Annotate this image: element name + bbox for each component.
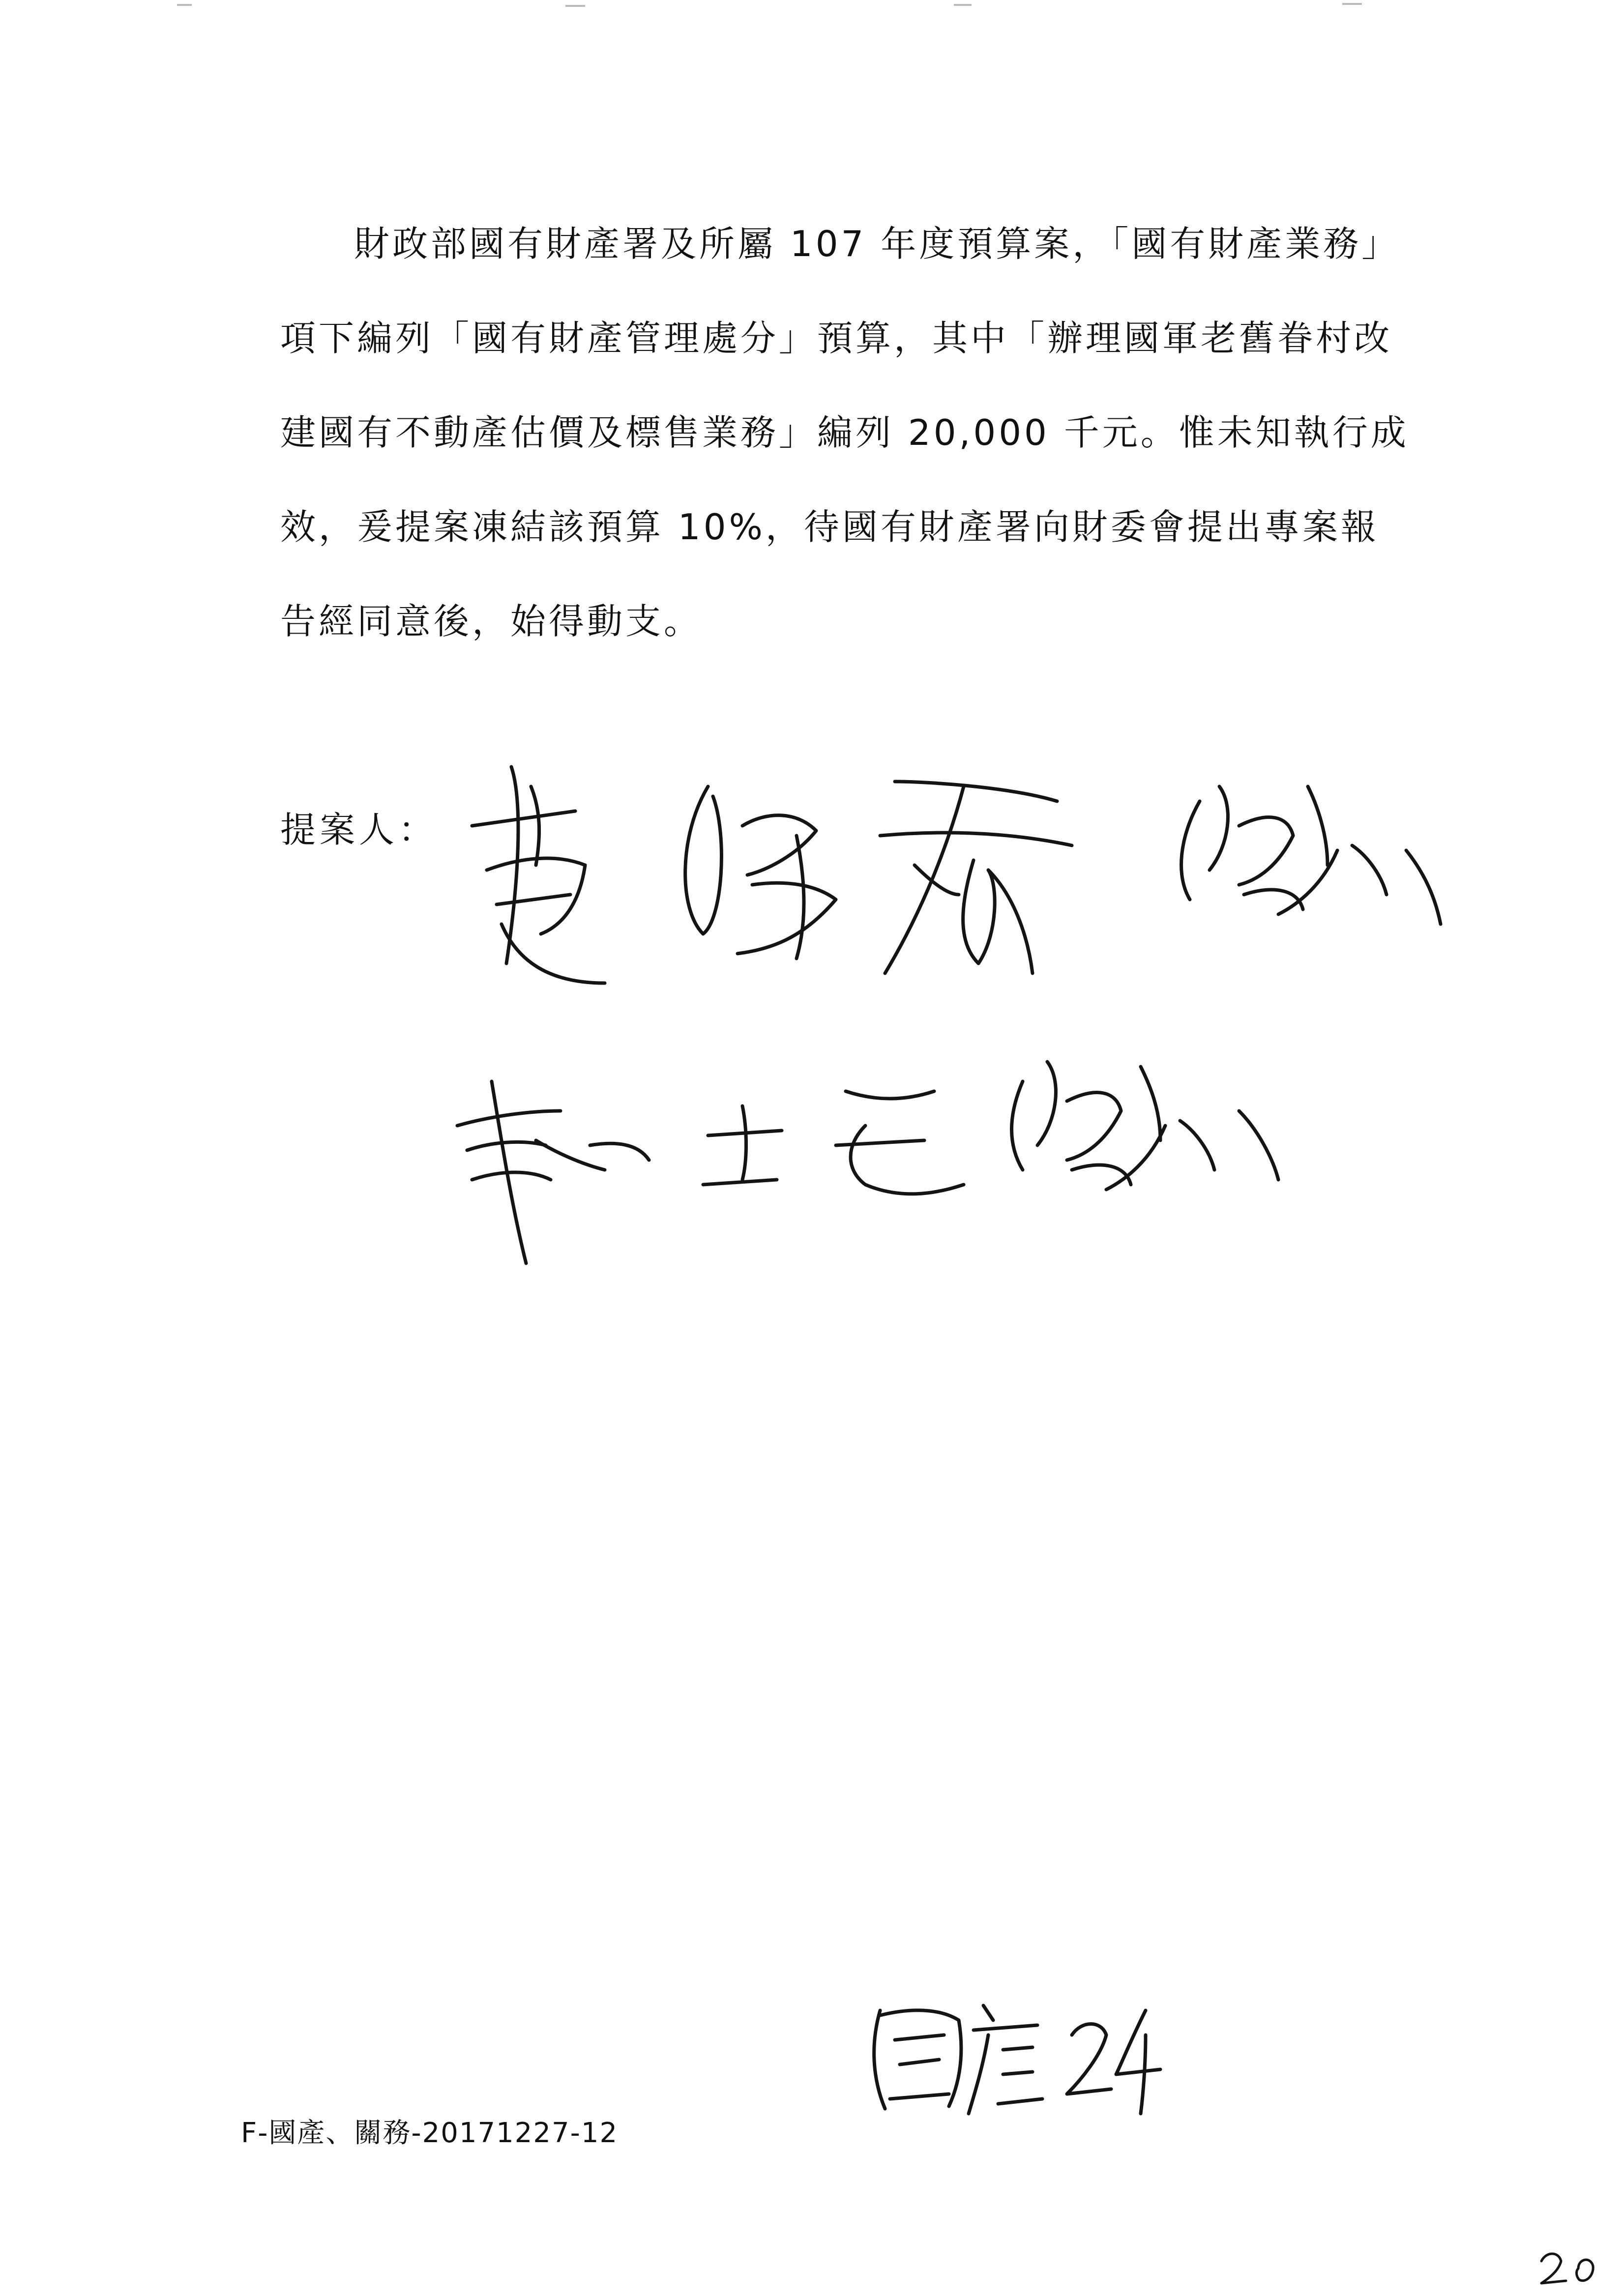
- footer-code: F-國產、關務-20171227-12: [241, 2117, 619, 2149]
- page-mark: [1541, 2254, 1593, 2283]
- signature-4: [1181, 786, 1441, 924]
- signature-2: [685, 786, 836, 959]
- handwritten-note: [874, 2005, 1160, 2114]
- signature-6: [703, 1091, 964, 1194]
- proposal-paragraph: 財政部國有財產署及所屬 107 年度預算案，「國有財產業務」項下編列「國有財產管理處分」預算，其中「辦理國軍老舊眷村改建國有不動產估價及標售業務」編列 20,000 千元。惟未知執行成效，爰提案凍結該預算 10%，待國有財產署向財委會提出專案報告經同意後，始得動支。: [280, 223, 1409, 642]
- signature-5: [457, 1081, 649, 1263]
- proposer-label: 提案人：: [280, 809, 438, 850]
- signature-7: [1012, 1062, 1279, 1190]
- signature-3: [880, 782, 1072, 973]
- signature-1: [472, 767, 605, 983]
